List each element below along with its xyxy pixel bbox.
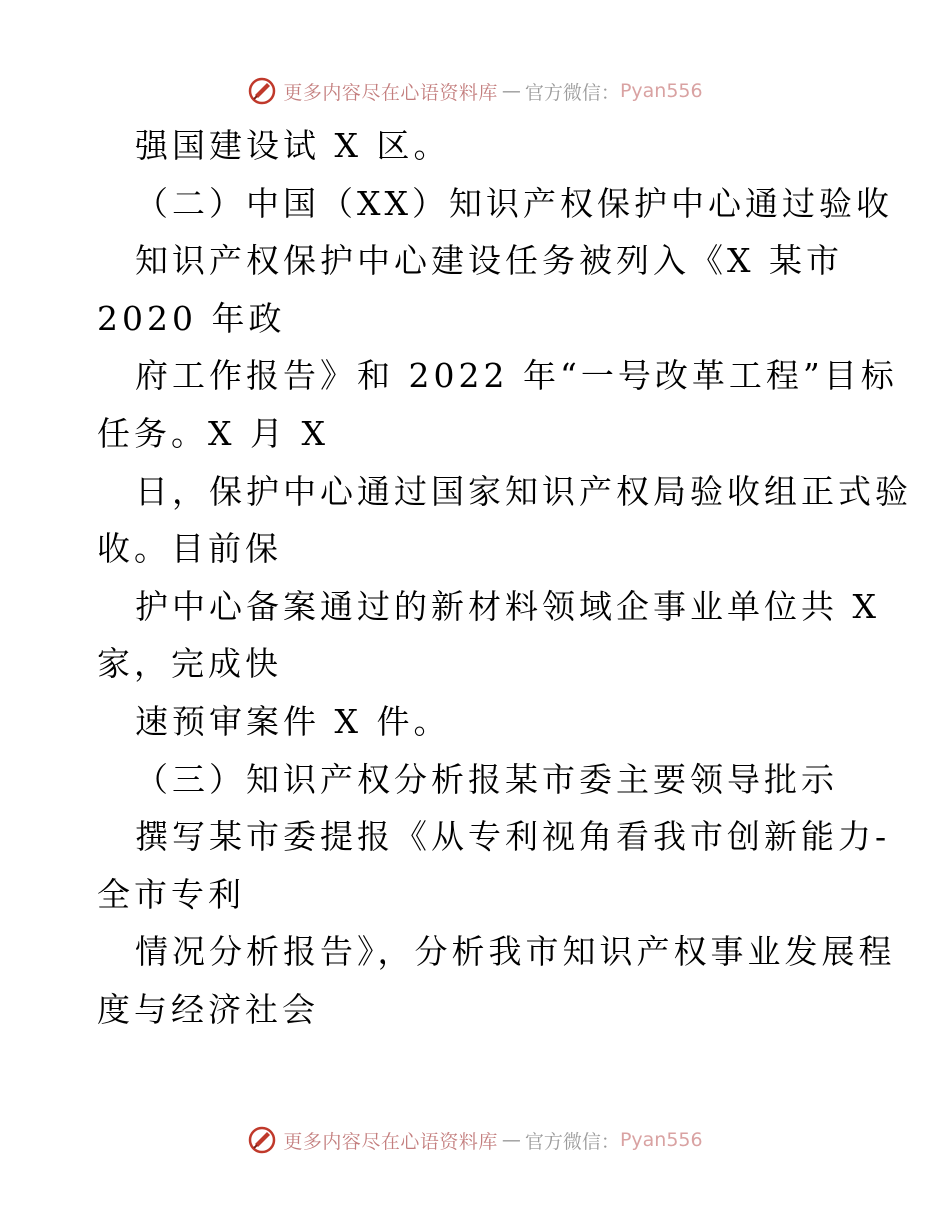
text-line: 情况分析报告》，分析我市知识产权事业发展程 xyxy=(135,932,896,972)
text-line: 府工作报告》和 2022 年“一号改革工程”目标 xyxy=(135,356,898,396)
text-line: 收。目前保 xyxy=(97,529,282,569)
text-line: 知识产权保护中心建设任务被列入《X 某市 xyxy=(135,241,843,281)
text-line: 撰写某市委提报《从专利视角看我市创新能力- xyxy=(135,817,891,857)
text-line: 强国建设试 X 区。 xyxy=(135,126,451,165)
header-watermark xyxy=(0,71,950,111)
text-line: 速预审案件 X 件。 xyxy=(135,701,451,741)
watermark-brand-text: 更多内容尽在心语资料库 xyxy=(283,81,498,104)
text-line: 任务。X 月 X xyxy=(97,413,329,453)
watermark-wechat-label: 官方微信： xyxy=(524,1130,620,1153)
watermark-separator: — xyxy=(501,1129,521,1151)
text-line: 2020 年政 xyxy=(97,298,286,338)
book-pen-logo-icon xyxy=(247,1125,277,1155)
watermark-separator: — xyxy=(501,80,521,102)
text-line: 日，保护中心通过国家知识产权局验收组正式验 xyxy=(135,471,912,511)
footer-watermark xyxy=(0,1120,950,1160)
watermark-brand-text: 更多内容尽在心语资料库 xyxy=(283,1130,498,1153)
text-line: 度与经济社会 xyxy=(97,989,319,1029)
book-pen-logo-icon xyxy=(247,76,277,106)
text-line: （二）中国（XX）知识产权保护中心通过验收 xyxy=(135,183,893,223)
text-line: 全市专利 xyxy=(97,874,245,914)
text-line: 家，完成快 xyxy=(97,644,282,684)
watermark-wechat-id: Pyan556 xyxy=(619,80,703,102)
text-line: （三）知识产权分析报某市委主要领导批示 xyxy=(135,759,838,799)
watermark-wechat-id: Pyan556 xyxy=(619,1129,703,1151)
document-body xyxy=(97,117,912,1039)
text-line: 护中心备案通过的新材料领域企事业单位共 X xyxy=(135,586,880,626)
watermark-wechat-label: 官方微信： xyxy=(524,81,620,104)
